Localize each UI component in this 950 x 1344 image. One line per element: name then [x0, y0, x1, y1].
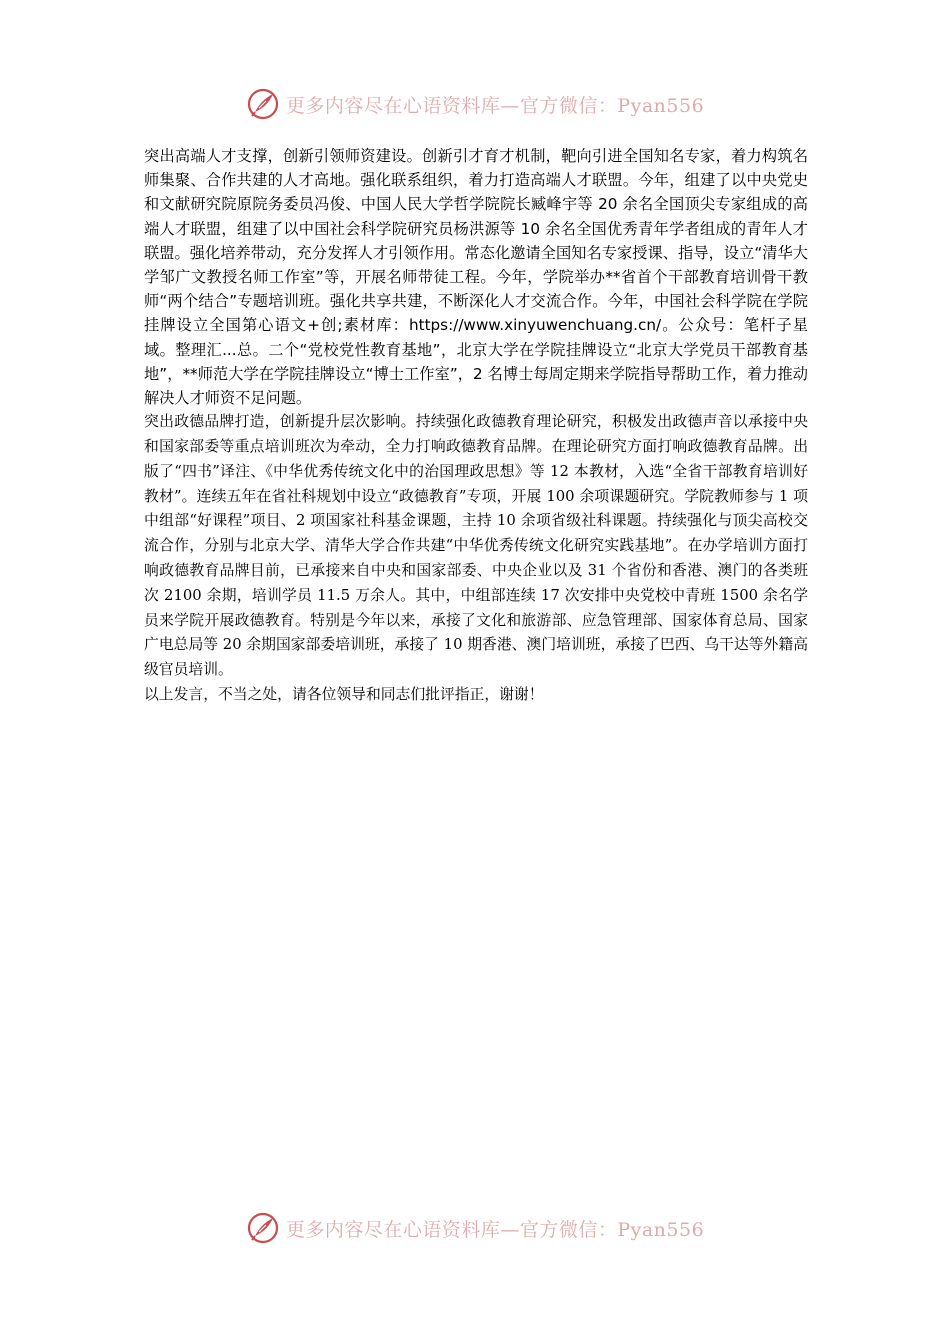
paragraph-closing: 以上发言，不当之处，请各位领导和同志们批评指正，谢谢！ — [144, 686, 544, 703]
watermark-text: 更多内容尽在心语资料库—官方微信：Pyan556 — [285, 94, 705, 117]
document-body — [144, 144, 808, 708]
paragraph-ethics-brand: 突出政德品牌打造，创新提升层次影响。持续强化政德教育理论研究，积极发出政德声音以承接中央和国家部委等重点培训班次为牵动，全力打响政德教育品牌。在理论研究方面打响政德教育品牌。出版了“四书”译注、《中华优秀传统文化中的治国理政思想》等 12 本教材，入选“全省干部教育培训好教材”。连续五年在省社科规划中设立“政德教育”专项，开展 100 余项课题研究。学院教师参与 1 项中组部“好课程”项目、2 项国家社科基金课题，主持 10 余项省级社科课题。持续强化与顶尖高校交流合作，分别与北京大学、清华大学合作共建“中华优秀传统文化研究实践基地”。在办学培训方面打响政德教育品牌目前，已承接来自中央和国家部委、中央企业以及 31 个省份和香港、澳门的各类班次 2100 余期，培训学员 11.5 万余人。其中，中组部连续 17 次安排中央党校中青班 1500 余名学员来学院开展政德教育。特别是今年以来，承接了文化和旅游部、应急管理部、国家体育总局、国家广电总局等 20 余期国家部委培训班，承接了 10 期香港、澳门培训班，承接了巴西、乌干达等外籍高级官员培训。 — [144, 413, 808, 679]
pen-feather-logo-icon — [246, 1211, 280, 1245]
pen-feather-logo-icon — [246, 87, 280, 121]
paragraph-talent-support: 突出高端人才支撑，创新引领师资建设。创新引才育才机制，靶向引进全国知名专家，着力构筑名师集聚、合作共建的人才高地。强化联系组织，着力打造高端人才联盟。今年，组建了以中央党史和文献研究院原院务委员冯俊、中国人民大学哲学院院长臧峰宇等 20 余名全国顶尖专家组成的高端人才联盟，组建了以中国社会科学院研究员杨洪源等 10 余名全国优秀青年学者组成的青年人才联盟。强化培养带动，充分发挥人才引领作用。常态化邀请全国知名专家授课、指导，设立“清华大学邹广文教授名师工作室”等，开展名师带徒工程。今年，学院举办**省首个干部教育培训骨干教师“两个结合”专题培训班。强化共享共建，不断深化人才交流合作。今年，中国社会科学院在学院挂牌设立全国第心语文+创;素材库：https://www.xinyuwenchuang.cn/。公众号：笔杆子星域。整理汇...总。二个“党校党性教育基地”，北京大学在学院挂牌设立“北京大学党员干部教育基地”，**师范大学在学院挂牌设立“博士工作室”，2 名博士每周定期来学院指导帮助工作，着力推动解决人才师资不足问题。 — [144, 147, 808, 408]
watermark-text: 更多内容尽在心语资料库—官方微信：Pyan556 — [285, 1218, 705, 1241]
header-watermark — [0, 84, 950, 124]
footer-watermark — [0, 1208, 950, 1248]
